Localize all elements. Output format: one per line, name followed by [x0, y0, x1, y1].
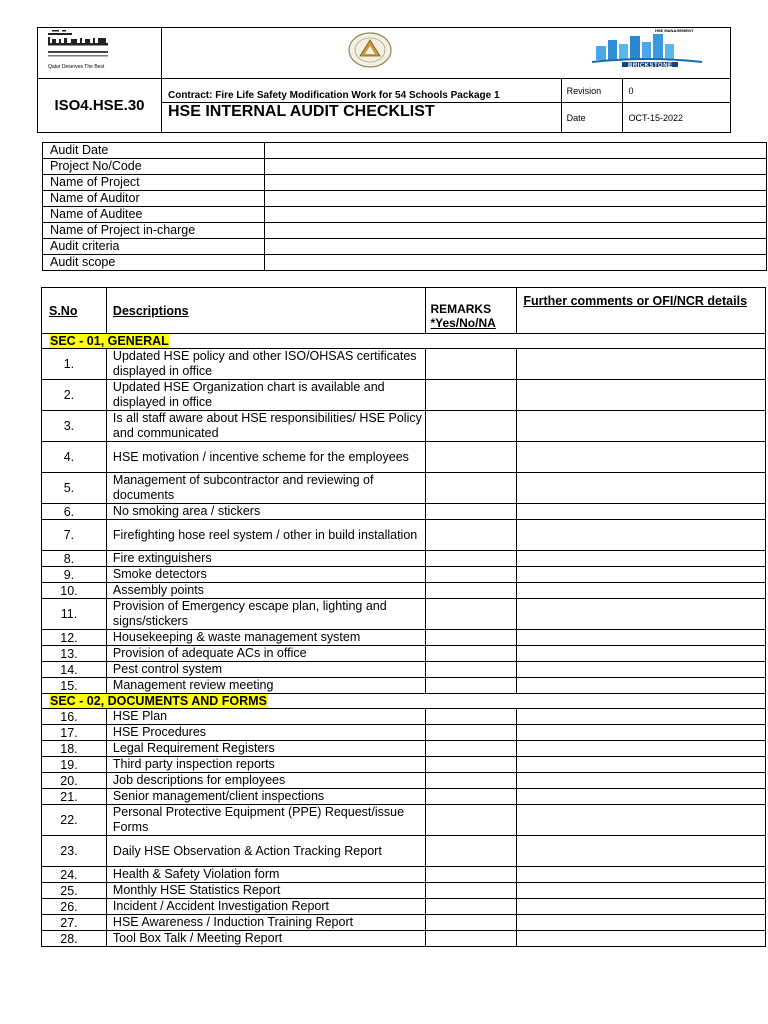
checklist-row: [42, 442, 766, 473]
checklist-row: [42, 757, 766, 773]
further-comments-field[interactable]: [517, 883, 766, 899]
checklist-row: [42, 630, 766, 646]
further-comments-field[interactable]: [517, 915, 766, 931]
remarks-field[interactable]: [426, 915, 517, 931]
item-description: Provision of adequate ACs in office: [106, 646, 426, 662]
seal-logo-icon: [347, 31, 393, 69]
further-comments-field[interactable]: [517, 662, 766, 678]
item-description: Fire extinguishers: [106, 551, 426, 567]
further-comments-field[interactable]: [517, 709, 766, 725]
checklist-row: [42, 789, 766, 805]
item-number: 2.: [42, 380, 107, 411]
item-number: 27.: [42, 915, 107, 931]
further-comments-field[interactable]: [517, 773, 766, 789]
audit-info-value-field[interactable]: [264, 191, 766, 207]
item-description: HSE motivation / incentive scheme for the employees: [106, 442, 426, 473]
item-number: 9.: [42, 567, 107, 583]
remarks-field[interactable]: [426, 646, 517, 662]
audit-info-value-field[interactable]: [264, 143, 766, 159]
section-row: [42, 694, 766, 709]
document-code: ISO4.HSE.30: [38, 79, 162, 133]
item-description: Management review meeting: [106, 678, 426, 694]
further-comments-field[interactable]: [517, 867, 766, 883]
item-description: Is all staff aware about HSE responsibilities/ HSE Policy and communicated: [106, 411, 426, 442]
item-description: Firefighting hose reel system / other in build installation: [106, 520, 426, 551]
remarks-field[interactable]: [426, 805, 517, 836]
checklist-row: [42, 883, 766, 899]
remarks-field[interactable]: [426, 599, 517, 630]
further-comments-field[interactable]: [517, 442, 766, 473]
audit-info-row: [43, 191, 767, 207]
remarks-field[interactable]: [426, 583, 517, 599]
item-number: 14.: [42, 662, 107, 678]
further-comments-field[interactable]: [517, 899, 766, 915]
item-number: 28.: [42, 931, 107, 947]
audit-info-value-field[interactable]: [264, 159, 766, 175]
checklist-row: [42, 836, 766, 867]
item-description: Housekeeping & waste management system: [106, 630, 426, 646]
item-number: 1.: [42, 349, 107, 380]
further-comments-field[interactable]: [517, 836, 766, 867]
remarks-field[interactable]: [426, 442, 517, 473]
item-description: Provision of Emergency escape plan, lighting and signs/stickers: [106, 599, 426, 630]
document-title: HSE INTERNAL AUDIT CHECKLIST: [161, 103, 561, 133]
section-title: SEC - 01, GENERAL: [50, 334, 169, 348]
item-number: 6.: [42, 504, 107, 520]
remarks-field[interactable]: [426, 867, 517, 883]
item-description: Third party inspection reports: [106, 757, 426, 773]
logo-left-caption: Qatar Deserves The Best: [48, 64, 105, 70]
checklist-row: [42, 567, 766, 583]
col-further-comments-header: Further comments or OFI/NCR details: [523, 294, 748, 308]
audit-info-value-field[interactable]: [264, 255, 766, 271]
remarks-field[interactable]: [426, 899, 517, 915]
further-comments-field[interactable]: [517, 931, 766, 947]
section-title: SEC - 02, DOCUMENTS AND FORMS: [50, 694, 267, 708]
item-number: 4.: [42, 442, 107, 473]
ashghal-logo: [38, 28, 162, 79]
audit-info-label: Name of Auditor: [43, 191, 265, 207]
remarks-field[interactable]: [426, 630, 517, 646]
item-number: 10.: [42, 583, 107, 599]
section-row: [42, 334, 766, 349]
audit-info-label: Audit scope: [43, 255, 265, 271]
further-comments-field[interactable]: [517, 789, 766, 805]
remarks-field[interactable]: [426, 504, 517, 520]
checklist-row: [42, 551, 766, 567]
checklist-row: [42, 899, 766, 915]
further-comments-field[interactable]: [517, 583, 766, 599]
item-number: 24.: [42, 867, 107, 883]
item-number: 21.: [42, 789, 107, 805]
audit-info-table: [42, 142, 767, 271]
checklist-row: [42, 646, 766, 662]
audit-info-value-field[interactable]: [264, 223, 766, 239]
remarks-field[interactable]: [426, 411, 517, 442]
revision-label: Revision: [561, 79, 623, 103]
audit-info-row: [43, 255, 767, 271]
further-comments-field[interactable]: [517, 646, 766, 662]
checklist-row: [42, 725, 766, 741]
item-number: 3.: [42, 411, 107, 442]
further-comments-field[interactable]: [517, 741, 766, 757]
item-description: Job descriptions for employees: [106, 773, 426, 789]
checklist-row: [42, 678, 766, 694]
item-number: 20.: [42, 773, 107, 789]
remarks-field[interactable]: [426, 741, 517, 757]
remarks-field[interactable]: [426, 931, 517, 947]
item-number: 17.: [42, 725, 107, 741]
item-description: Updated HSE Organization chart is available and displayed in office: [106, 380, 426, 411]
audit-info-value-field[interactable]: [264, 239, 766, 255]
item-number: 26.: [42, 899, 107, 915]
checklist-row: [42, 473, 766, 504]
audit-info-row: [43, 207, 767, 223]
remarks-field[interactable]: [426, 789, 517, 805]
item-number: 11.: [42, 599, 107, 630]
item-number: 19.: [42, 757, 107, 773]
remarks-field[interactable]: [426, 349, 517, 380]
checklist-row: [42, 915, 766, 931]
remarks-field[interactable]: [426, 773, 517, 789]
document-header: [37, 27, 731, 133]
remarks-field[interactable]: [426, 567, 517, 583]
checklist-row: [42, 867, 766, 883]
audit-info-row: [43, 175, 767, 191]
date-label: Date: [561, 103, 623, 133]
checklist-row: [42, 520, 766, 551]
item-description: HSE Procedures: [106, 725, 426, 741]
item-description: Assembly points: [106, 583, 426, 599]
item-number: 12.: [42, 630, 107, 646]
revision-value: 0: [623, 79, 731, 103]
further-comments-field[interactable]: [517, 630, 766, 646]
item-description: Personal Protective Equipment (PPE) Request/issue Forms: [106, 805, 426, 836]
audit-info-label: Project No/Code: [43, 159, 265, 175]
remarks-field[interactable]: [426, 678, 517, 694]
item-number: 23.: [42, 836, 107, 867]
checklist-row: [42, 504, 766, 520]
audit-info-value-field[interactable]: [264, 207, 766, 223]
remarks-field[interactable]: [426, 725, 517, 741]
checklist-row: [42, 599, 766, 630]
checklist-header-row: [42, 288, 766, 334]
checklist-table: [41, 287, 766, 947]
item-description: Legal Requirement Registers: [106, 741, 426, 757]
item-description: Health & Safety Violation form: [106, 867, 426, 883]
audit-info-row: [43, 159, 767, 175]
remarks-field[interactable]: [426, 551, 517, 567]
item-description: HSE Plan: [106, 709, 426, 725]
col-remarks-header: [426, 288, 517, 334]
further-comments-field[interactable]: [517, 349, 766, 380]
item-description: Senior management/client inspections: [106, 789, 426, 805]
checklist-row: [42, 583, 766, 599]
checklist-row: [42, 741, 766, 757]
further-comments-field[interactable]: [517, 599, 766, 630]
item-description: Incident / Accident Investigation Report: [106, 899, 426, 915]
item-number: 8.: [42, 551, 107, 567]
further-comments-field[interactable]: [517, 678, 766, 694]
item-description: Updated HSE policy and other ISO/OHSAS certificates displayed in office: [106, 349, 426, 380]
logo-right-brand: BRICKSTONE: [627, 63, 673, 69]
further-comments-field[interactable]: [517, 757, 766, 773]
further-comments-field[interactable]: [517, 380, 766, 411]
audit-info-label: Audit Date: [43, 143, 265, 159]
audit-info-label: Name of Auditee: [43, 207, 265, 223]
item-description: Tool Box Talk / Meeting Report: [106, 931, 426, 947]
further-comments-field[interactable]: [517, 551, 766, 567]
col-sno-header: S.No: [49, 303, 78, 318]
contract-title: Contract: Fire Life Safety Modification Work for 54 Schools Package 1: [161, 79, 561, 103]
item-number: 5.: [42, 473, 107, 504]
audit-info-row: [43, 239, 767, 255]
checklist-row: [42, 931, 766, 947]
audit-info-label: Name of Project in-charge: [43, 223, 265, 239]
logo-right-caption: HSE MANAGEMENT: [654, 28, 694, 33]
item-description: Management of subcontractor and reviewing of documents: [106, 473, 426, 504]
checklist-row: [42, 349, 766, 380]
checklist-row: [42, 805, 766, 836]
item-description: Monthly HSE Statistics Report: [106, 883, 426, 899]
item-description: No smoking area / stickers: [106, 504, 426, 520]
checklist-row: [42, 380, 766, 411]
further-comments-field[interactable]: [517, 411, 766, 442]
remarks-field[interactable]: [426, 883, 517, 899]
audit-info-label: Audit criteria: [43, 239, 265, 255]
audit-info-value-field[interactable]: [264, 175, 766, 191]
col-descriptions-header: Descriptions: [112, 303, 189, 318]
item-number: 22.: [42, 805, 107, 836]
further-comments-field[interactable]: [517, 504, 766, 520]
col-remarks-label: REMARKS: [430, 302, 492, 316]
item-description: HSE Awareness / Induction Training Report: [106, 915, 426, 931]
item-number: 25.: [42, 883, 107, 899]
further-comments-field[interactable]: [517, 805, 766, 836]
checklist-row: [42, 662, 766, 678]
remarks-field[interactable]: [426, 473, 517, 504]
remarks-field[interactable]: [426, 662, 517, 678]
further-comments-field[interactable]: [517, 725, 766, 741]
item-description: Smoke detectors: [106, 567, 426, 583]
item-number: 16.: [42, 709, 107, 725]
remarks-field[interactable]: [426, 836, 517, 867]
further-comments-field[interactable]: [517, 520, 766, 551]
checklist-row: [42, 411, 766, 442]
remarks-field[interactable]: [426, 709, 517, 725]
further-comments-field[interactable]: [517, 473, 766, 504]
item-number: 15.: [42, 678, 107, 694]
further-comments-field[interactable]: [517, 567, 766, 583]
audit-info-row: [43, 143, 767, 159]
checklist-row: [42, 709, 766, 725]
remarks-field[interactable]: [426, 380, 517, 411]
checklist-row: [42, 773, 766, 789]
remarks-field[interactable]: [426, 757, 517, 773]
date-value: OCT-15-2022: [623, 103, 731, 133]
item-description: Daily HSE Observation & Action Tracking Report: [106, 836, 426, 867]
item-number: 18.: [42, 741, 107, 757]
item-number: 7.: [42, 520, 107, 551]
remarks-field[interactable]: [426, 520, 517, 551]
item-number: 13.: [42, 646, 107, 662]
item-description: Pest control system: [106, 662, 426, 678]
col-remarks-sub: *Yes/No/NA: [430, 316, 496, 330]
audit-info-label: Name of Project: [43, 175, 265, 191]
audit-info-row: [43, 223, 767, 239]
logos-row: [161, 28, 730, 79]
